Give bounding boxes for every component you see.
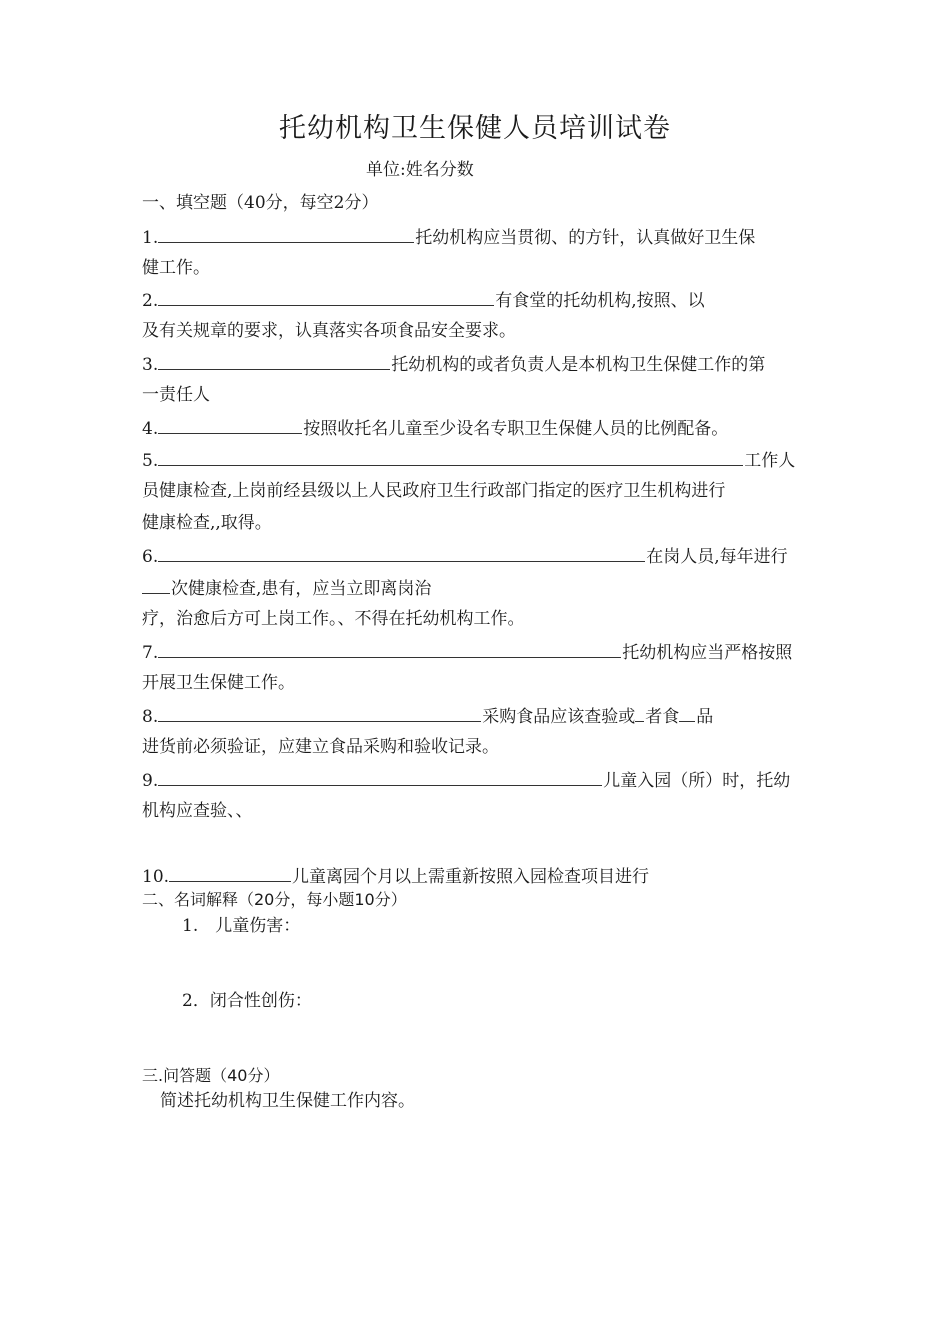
question-9-cont: 机构应查验、、 [142,801,253,821]
question-text: 托幼机构应当贯彻、的方针，认真做好卫生保 [415,228,756,248]
question-7-cont: 开展卫生保健工作。 [142,673,295,693]
question-number: 7. [142,643,159,663]
question-1-cont: 健工作。 [142,258,210,278]
question-2-cont: 及有关规章的要求，认真落实各项食品安全要求。 [142,321,516,341]
question-6-cont [142,575,431,601]
question-text: 工作人 [744,451,796,471]
answer-blank[interactable] [158,447,743,466]
answer-blank[interactable] [158,639,621,658]
question-text: 托幼机构的或者负责人是本机构卫生保健工作的第 [391,355,766,375]
question-text: 儿童入园（所）时，托幼 [603,771,791,791]
question-number: 8. [142,707,159,727]
answer-blank[interactable] [169,863,291,882]
answer-blank[interactable] [679,703,695,722]
term-item-2: 2．闭合性创伤： [182,991,312,1011]
question-number: 6. [142,547,159,567]
question-3-cont: 一责任人 [142,385,210,405]
question-4 [142,415,728,441]
section1-heading: 一、填空题（40分，每空2分） [142,193,379,213]
question-8 [142,703,713,729]
question-number: 9. [142,771,159,791]
question-number: 10. [142,867,170,887]
essay-question: 简述托幼机构卫生保健工作内容。 [160,1091,415,1111]
question-7 [142,639,792,665]
question-number: 1. [142,228,159,248]
question-1 [142,224,755,250]
question-text: 托幼机构应当严格按照 [622,643,793,663]
answer-blank[interactable] [635,703,644,722]
section2-heading: 二、名词解释（20分，每小题10分） [142,890,407,909]
question-number: 4. [142,419,159,439]
answer-blank[interactable] [158,703,481,722]
question-5-cont2: 健康检查,,取得。 [142,513,272,533]
question-number: 3. [142,355,159,375]
question-text: 者食 [645,707,680,727]
question-5 [142,447,795,473]
answer-blank[interactable] [142,575,170,594]
question-3 [142,351,765,377]
answer-blank[interactable] [158,543,645,562]
answer-blank[interactable] [158,287,494,306]
answer-blank[interactable] [158,224,414,243]
question-5-cont: 员健康检查,上岗前经县级以上人民政府卫生行政部门指定的医疗卫生机构进行 [142,481,726,501]
question-6-cont2: 疗，治愈后方可上岗工作。、不得在托幼机构工作。 [142,609,525,629]
question-text: 品 [696,707,714,727]
question-text: 儿童离园个月以上需重新按照入园检查项目进行 [292,867,650,887]
question-text: 有食堂的托幼机构,按照、以 [495,291,705,311]
term-item-1: 1. 儿童伤害： [182,916,301,936]
question-8-cont: 进货前必须验证，应建立食品采购和验收记录。 [142,737,499,757]
question-text: 按照收托名儿童至少设名专职卫生保健人员的比例配备。 [303,419,729,439]
question-text: 采购食品应该查验或 [482,707,636,727]
question-text: 在岗人员,每年进行 [646,547,788,567]
question-2 [142,287,705,313]
answer-blank[interactable] [158,351,390,370]
question-text: 次健康检查,患有，应当立即离岗治 [171,579,432,599]
question-number: 5. [142,451,159,471]
exam-subtitle: 单位:姓名分数 [366,160,474,180]
question-10 [142,863,649,889]
exam-title: 托幼机构卫生保健人员培训试卷 [279,113,671,144]
answer-blank[interactable] [158,415,302,434]
section3-heading: 三.问答题（40分） [142,1066,280,1085]
answer-blank[interactable] [158,767,602,786]
question-9 [142,767,790,793]
question-number: 2. [142,291,159,311]
question-6 [142,543,788,569]
